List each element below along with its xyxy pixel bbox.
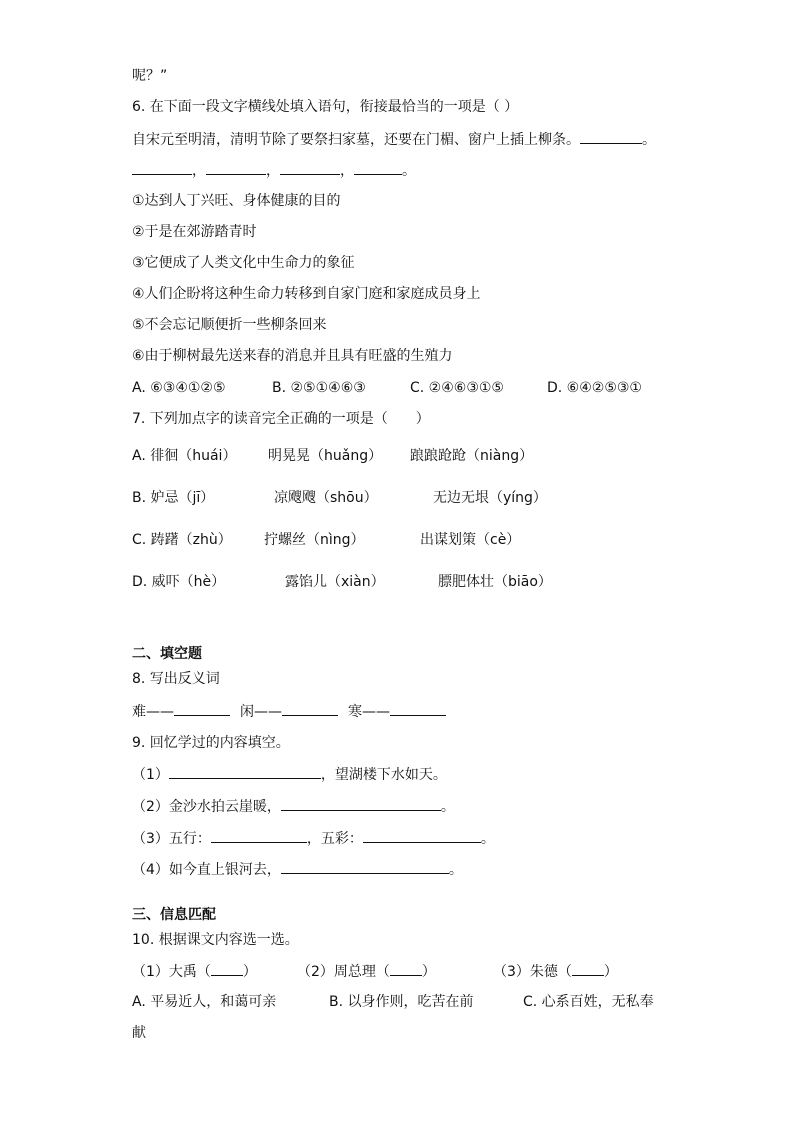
q6-choice-4: ④人们企盼将这种生命力转移到自家门庭和家庭成员身上 (132, 286, 481, 302)
punct: 。 (448, 862, 463, 878)
punct: 。 (440, 799, 455, 815)
q6-blanks (132, 160, 416, 181)
blank-line (580, 129, 642, 144)
q7-b-2: 凉飕飕（shōu） (274, 490, 378, 506)
blank-line (282, 701, 338, 716)
q9-item-1 (132, 764, 447, 785)
blank-line (572, 961, 604, 976)
question-9: 9. 回忆学过的内容填空。 (132, 735, 290, 751)
punct: ） (421, 964, 436, 980)
q7-d-2: 露馅儿（xiàn） (285, 574, 385, 590)
punct: 。 (402, 163, 416, 179)
q6-choice-2: ②于是在郊游踏青时 (132, 224, 257, 240)
punct: ， (192, 163, 206, 179)
q9-1-text: ，望湖楼下水如天。 (320, 767, 447, 783)
q7-d-3: 膘肥体壮（biāo） (438, 574, 552, 590)
q6-choice-3: ③它便成了人类文化中生命力的象征 (132, 255, 355, 271)
blank-line (281, 796, 441, 811)
q9-item-2 (132, 796, 455, 817)
q7-c-2: 拧螺丝（nìng） (264, 532, 365, 548)
q8-word-b: 闲—— (240, 704, 282, 720)
q10-item-1 (132, 961, 257, 982)
q9-item-3 (132, 828, 495, 849)
q6-option-b: B. ②⑤①④⑥③ (272, 380, 366, 396)
q6-choice-6: ⑥由于柳树最先送来春的消息并且具有旺盛的生殖力 (132, 348, 453, 364)
q6-passage-text: 自宋元至明清，清明节除了要祭扫家墓，还要在门楣、窗户上插上柳条。 (132, 132, 580, 148)
q6-choice-1: ①达到人丁兴旺、身体健康的目的 (132, 193, 341, 209)
q9-3-label-a: （3）五行： (132, 831, 211, 847)
punct: 。 (480, 831, 495, 847)
blank-line (281, 859, 449, 874)
q10-3-label: （3）朱德（ (493, 964, 572, 980)
q9-1-label: （1） (132, 767, 169, 783)
punct: ， (340, 163, 354, 179)
blank-line (363, 828, 481, 843)
q8-word-a: 难—— (132, 704, 174, 720)
q8-antonyms (132, 701, 446, 722)
punct: ， (266, 163, 280, 179)
q10-option-a: A. 平易近人，和蔼可亲 (132, 994, 277, 1010)
q7-a-1: A. 徘徊（huái） (132, 448, 237, 464)
q10-option-c-cont: 献 (132, 1025, 146, 1041)
punct: 。 (642, 132, 656, 148)
q7-a-3: 踉踉跄跄（niàng） (410, 448, 534, 464)
q8-word-c: 寒—— (348, 704, 390, 720)
question-6: 6. 在下面一段文字横线处填入语句，衔接最恰当的一项是（ ） (132, 99, 519, 115)
blank-line (169, 764, 321, 779)
q10-1-label: （1）大禹（ (132, 964, 211, 980)
q7-c-3: 出谋划策（cè） (420, 532, 521, 548)
punct: ） (603, 964, 618, 980)
blank-line (390, 701, 446, 716)
q10-option-b: B. 以身作则，吃苦在前 (329, 994, 474, 1010)
blank-line (206, 160, 266, 175)
q10-2-label: （2）周总理（ (297, 964, 390, 980)
q7-c-1: C. 踌躇（zhù） (132, 532, 232, 548)
q6-option-a: A. ⑥③④①②⑤ (132, 380, 226, 396)
question-8: 8. 写出反义词 (132, 671, 220, 687)
q7-b-3: 无边无垠（yíng） (433, 490, 547, 506)
section-3-heading: 三、信息匹配 (132, 907, 216, 923)
q10-item-2 (297, 961, 436, 982)
q6-option-c: C. ②④⑥③①⑤ (410, 380, 504, 396)
q9-4-text: （4）如今直上银河去， (132, 862, 281, 878)
section-2-heading: 二、填空题 (132, 646, 202, 662)
q6-choice-5: ⑤不会忘记顺便折一些柳条回来 (132, 317, 327, 333)
blank-line (390, 961, 422, 976)
blank-line (280, 160, 340, 175)
q9-3-label-b: ，五彩： (306, 831, 363, 847)
blank-line (211, 828, 307, 843)
q10-item-3 (493, 961, 618, 982)
q7-a-2: 明晃晃（huǎng） (268, 448, 383, 464)
q6-option-d: D. ⑥④②⑤③① (547, 380, 642, 396)
q6-passage (132, 129, 656, 150)
punct: ） (242, 964, 257, 980)
question-10: 10. 根据课文内容选一选。 (132, 932, 299, 948)
question-7: 7. 下列加点字的读音完全正确的一项是（ ） (132, 411, 430, 427)
q9-item-4 (132, 859, 463, 880)
q10-option-c: C. 心系百姓，无私奉 (523, 994, 654, 1010)
q7-d-1: D. 威吓（hè） (132, 574, 226, 590)
blank-line (132, 160, 192, 175)
blank-line (174, 701, 230, 716)
blank-line (354, 160, 402, 175)
blank-line (211, 961, 243, 976)
q7-b-1: B. 妒忌（jī） (132, 490, 215, 506)
q9-2-text: （2）金沙水拍云崖暖， (132, 799, 281, 815)
prev-text: 呢？” (132, 68, 168, 84)
